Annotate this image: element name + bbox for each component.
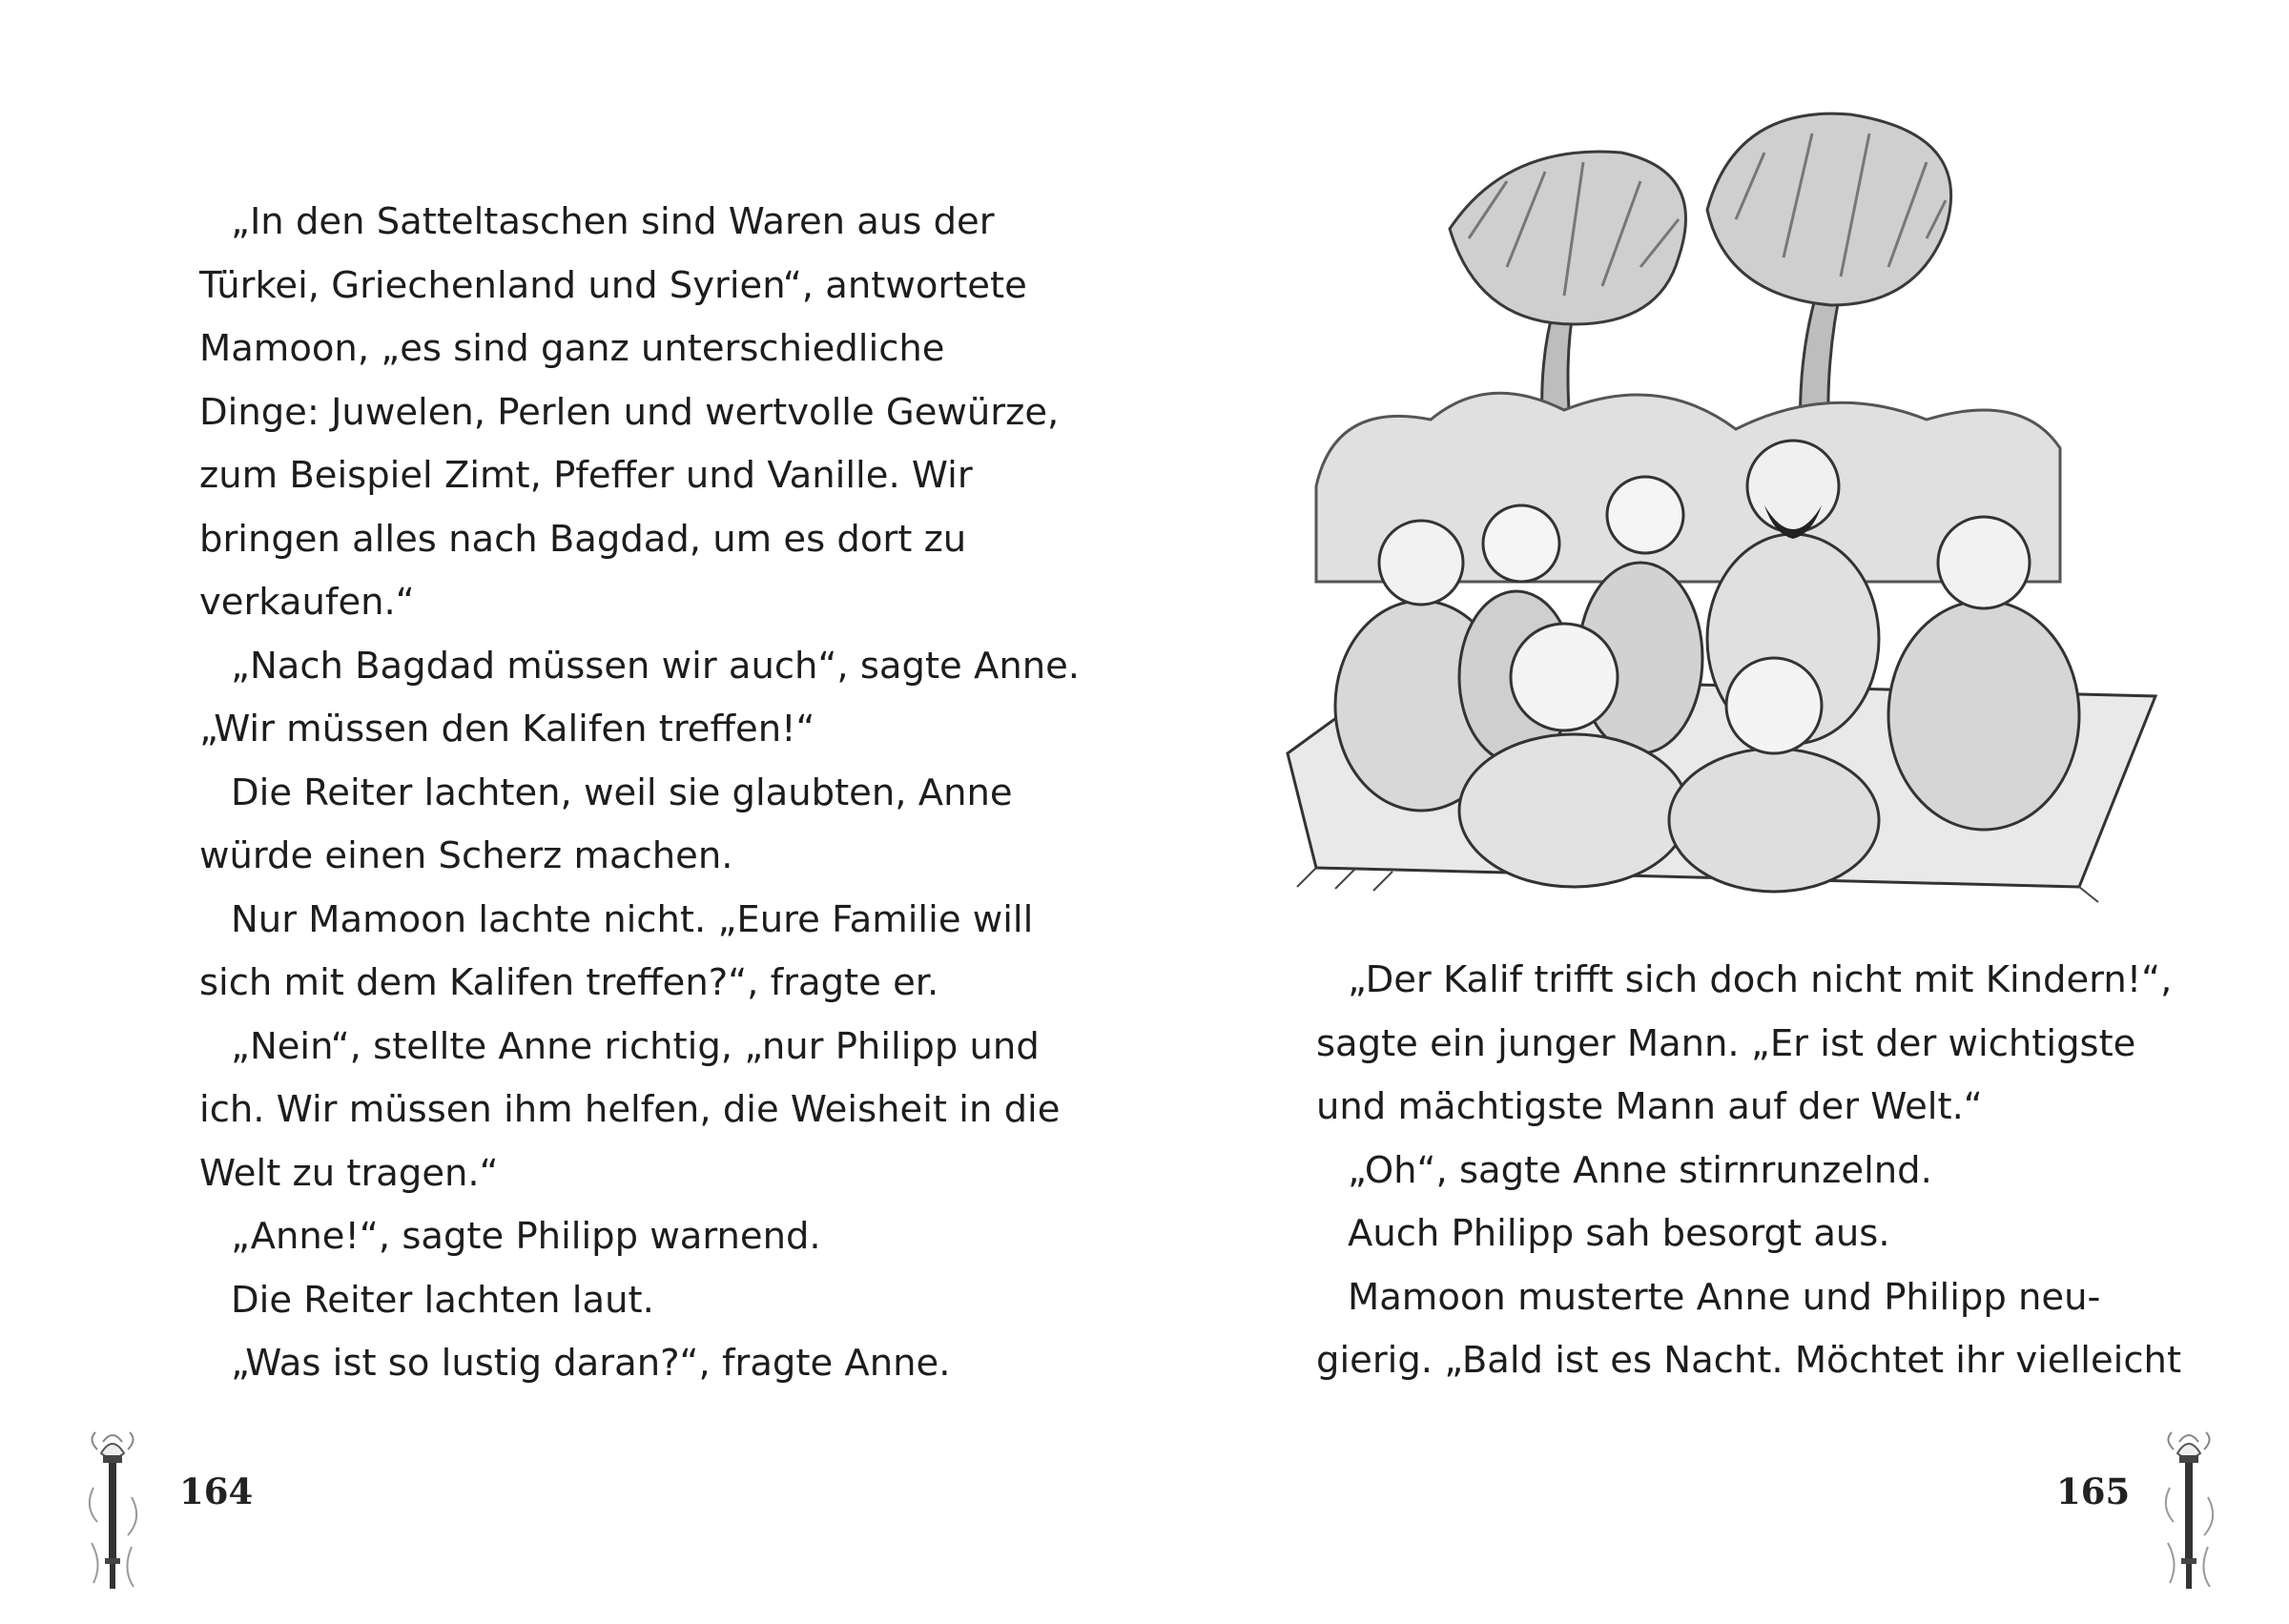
- page-number: 164: [179, 1470, 254, 1512]
- text-line: bringen alles nach Bagdad, um es dort zu: [199, 517, 967, 561]
- torch-ornament-icon: [2160, 1430, 2217, 1593]
- text-line: Dinge: Juwelen, Perlen und wertvolle Gewürze,: [199, 390, 1060, 434]
- text-line: und mächtigste Mann auf der Welt.“: [1316, 1085, 1983, 1128]
- text-line: „Was ist so lustig daran?“, fragte Anne.: [231, 1342, 951, 1385]
- text-line: verkaufen.“: [199, 581, 415, 624]
- text-line: „Oh“, sagte Anne stirnrunzelnd.: [1348, 1148, 1932, 1192]
- text-line: „Der Kalif trifft sich doch nicht mit Kindern!“,: [1348, 958, 2173, 1001]
- right-page-text: [1316, 949, 2182, 1393]
- right-page: [1144, 0, 2289, 1624]
- text-line: „Nein“, stellte Anne richtig, „nur Philipp und: [231, 1024, 1040, 1068]
- text-line: sich mit dem Kalifen treffen?“, fragte er.: [199, 961, 939, 1004]
- caravan-campfire-illustration: [1259, 86, 2232, 906]
- text-line: Nur Mamoon lachte nicht. „Eure Familie will: [231, 897, 1034, 941]
- text-line: Die Reiter lachten, weil sie glaubten, Anne: [231, 771, 1013, 814]
- text-line: „Wir müssen den Kalifen treffen!“: [199, 708, 815, 750]
- text-line: zum Beispiel Zimt, Pfeffer und Vanille. Wir: [199, 454, 973, 497]
- torch-ornament-icon: [84, 1430, 141, 1593]
- text-line: Die Reiter lachten laut.: [231, 1278, 654, 1322]
- text-line: Türkei, Griechenland und Syrien“, antwortete: [199, 263, 1027, 307]
- left-page-text: [199, 191, 1081, 1396]
- text-line: ich. Wir müssen ihm helfen, die Weisheit in die: [199, 1088, 1061, 1131]
- left-page: [0, 0, 1144, 1624]
- text-line: Auch Philipp sah besorgt aus.: [1348, 1212, 1890, 1255]
- text-line: Welt zu tragen.“: [199, 1151, 499, 1195]
- text-line: Mamoon musterte Anne und Philipp neu-: [1348, 1275, 2101, 1319]
- text-line: gierig. „Bald ist es Nacht. Möchtet ihr vielleicht: [1316, 1339, 2182, 1382]
- text-line: Mamoon, „es sind ganz unterschiedliche: [199, 327, 945, 370]
- text-line: „Nach Bagdad müssen wir auch“, sagte Anne.: [231, 644, 1081, 688]
- text-line: „Anne!“, sagte Philipp warnend.: [231, 1215, 821, 1258]
- text-line: würde einen Scherz machen.: [199, 834, 733, 877]
- text-line: sagte ein junger Mann. „Er ist der wichtigste: [1316, 1021, 2136, 1065]
- text-line: „In den Satteltaschen sind Waren aus der: [231, 200, 995, 243]
- page-number: 165: [2056, 1470, 2131, 1512]
